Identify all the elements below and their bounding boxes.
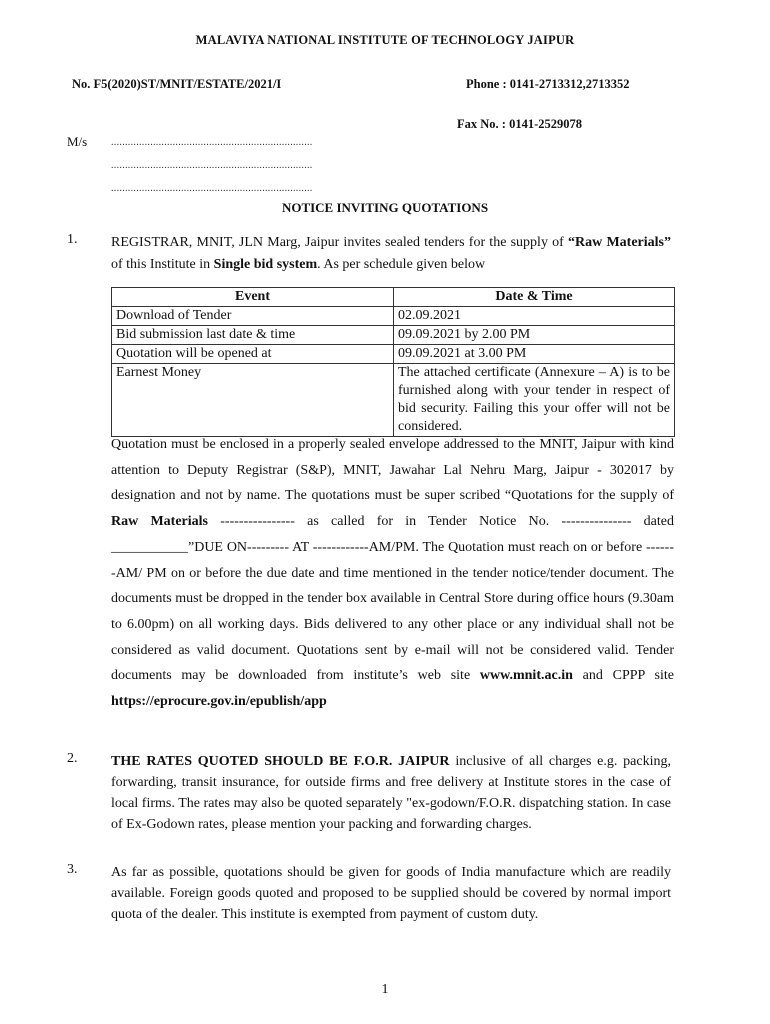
event-cell: Download of Tender <box>112 307 394 326</box>
schedule-table <box>111 287 675 437</box>
page-number: 1 <box>381 982 389 997</box>
submission-instructions: Quotation must be enclosed in a properly sealed envelope addressed to the MNIT, Jaipur with kind attention to Deputy Registrar (S&P), MNIT, Jawahar Lal Nehru Marg, Jaipur - 302017 by designation and not by name. The quotations must be super scribed “Quotations for the supply of Raw Materials ---------------- as called for in Tender Notice No. --------------- dated ___________”DUE ON--------- AT ------------AM/PM. The Quotation must reach on or before -------AM/ PM on or before the due date and time mentioned in the tender notice/tender document. The documents must be dropped in the tender box available in Central Store during office hours (9.30am to 6.00pm) on all working days. Bids delivered to any other place or any individual shall not be considered as valid document. Quotations sent by e-mail will not be considered valid. Tender documents may be downloaded from institute’s web site www.mnit.ac.in and CPPP site https://eprocure.gov.in/epublish/app <box>111 437 674 710</box>
table-row <box>112 345 675 364</box>
date-cell: 09.09.2021 at 3.00 PM <box>394 345 675 364</box>
event-cell: Bid submission last date & time <box>112 326 394 345</box>
address-line-2: ........................................................................ <box>111 160 313 171</box>
table-row <box>112 307 675 326</box>
address-line-1: ........................................................................ <box>111 137 313 148</box>
event-cell: Quotation will be opened at <box>112 345 394 364</box>
date-cell: The attached certificate (Annexure – A) is to be furnished along with your tender in respect of bid security. Failing this your offer will not be considered. <box>394 364 675 437</box>
item-1-text: REGISTRAR, MNIT, JLN Marg, Jaipur invites sealed tenders for the supply of “Raw Materials” of this Institute in Single bid system. As per schedule given below <box>111 235 671 272</box>
notice-title: NOTICE INVITING QUOTATIONS <box>281 200 489 215</box>
ms-label: M/s <box>67 134 88 149</box>
item-3-text: As far as possible, quotations should be given for goods of India manufacture which are readily available. Foreign goods quoted and proposed to be supplied should be covered by normal import quota of the dealer. This institute is exempted from payment of custom duty. <box>111 865 671 922</box>
header-event: Event <box>112 288 394 307</box>
institute-title: MALAVIYA NATIONAL INSTITUTE OF TECHNOLOGY JAIPUR <box>195 33 575 47</box>
fax-number: Fax No. : 0141-2529078 <box>457 117 582 131</box>
date-cell: 02.09.2021 <box>394 307 675 326</box>
event-cell: Earnest Money <box>112 364 394 437</box>
table-row <box>112 326 675 345</box>
date-cell: 09.09.2021 by 2.00 PM <box>394 326 675 345</box>
address-line-3: ........................................................................ <box>111 183 313 194</box>
item-2-number: 2. <box>67 751 78 766</box>
table-row <box>112 364 675 437</box>
header-date-time: Date & Time <box>394 288 675 307</box>
schedule-header-row <box>112 288 675 307</box>
reference-number: No. F5(2020)ST/MNIT/ESTATE/2021/I <box>72 77 282 91</box>
item-1-number: 1. <box>67 232 78 247</box>
item-2-text: THE RATES QUOTED SHOULD BE F.O.R. JAIPUR inclusive of all charges e.g. packing, forwarding, transit insurance, for outside firms and free delivery at Institute stores in the case of local firms. The rates may also be quoted separately "ex-godown/F.O.R. dispatching station. In case of Ex-Godown rates, please mention your packing and forwarding charges. <box>111 754 671 832</box>
phone-number: Phone : 0141-2713312,2713352 <box>466 77 630 91</box>
item-3-number: 3. <box>67 862 78 877</box>
